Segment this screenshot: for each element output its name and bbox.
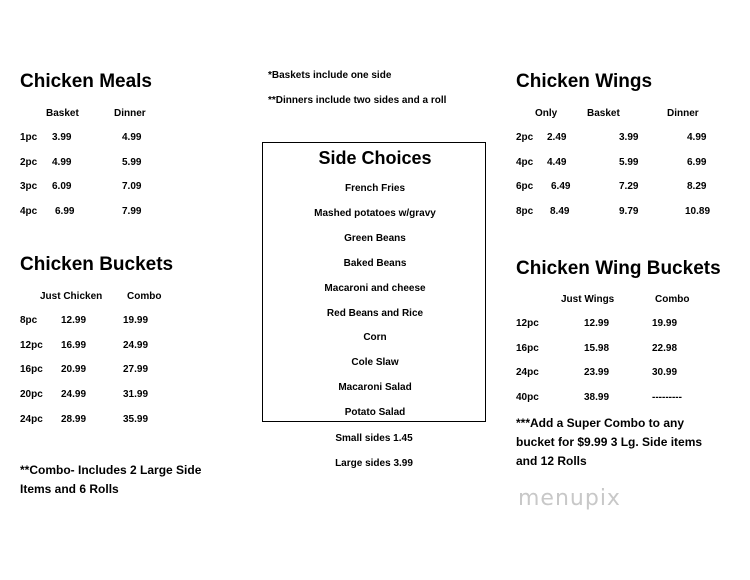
chicken-wings-title: Chicken Wings	[516, 71, 653, 92]
side-item: Potato Salad	[344, 407, 406, 418]
wing-buckets-size: 16pc	[516, 343, 539, 354]
meals-dinner-price: 5.99	[122, 157, 142, 168]
wings-size: 6pc	[516, 181, 534, 192]
wings-row	[500, 181, 740, 195]
combo-note-line: Items and 6 Rolls	[20, 482, 119, 496]
meals-size: 2pc	[20, 157, 38, 168]
meals-dinner-price: 7.99	[122, 206, 142, 217]
buckets-size: 16pc	[20, 364, 43, 375]
side-choices-title: Side Choices	[318, 148, 432, 168]
meals-basket-price: 4.99	[52, 157, 72, 168]
side-item: Baked Beans	[343, 258, 407, 269]
combo-note	[20, 461, 260, 499]
chicken-buckets-title: Chicken Buckets	[20, 254, 174, 275]
wings-size: 2pc	[516, 132, 534, 143]
wings-dinner-price: 6.99	[687, 157, 707, 168]
buckets-row	[0, 315, 200, 329]
buckets-combo-price: 24.99	[123, 340, 149, 351]
dinners-note: **Dinners include two sides and a roll	[268, 95, 447, 106]
buckets-row	[0, 414, 200, 428]
meals-size: 1pc	[20, 132, 38, 143]
wing-buckets-combo-price: 19.99	[652, 318, 678, 329]
wing-buckets-row	[500, 367, 740, 381]
meals-basket-price: 6.99	[55, 206, 75, 217]
combo-note-line: **Combo- Includes 2 Large Side	[20, 463, 202, 477]
wing-buckets-just-price: 38.99	[584, 392, 610, 403]
side-item: Macaroni and cheese	[324, 283, 426, 294]
side-item: Cole Slaw	[351, 357, 399, 368]
wings-row	[500, 132, 740, 146]
large-sides-price: Large sides 3.99	[335, 458, 413, 469]
wings-basket-price: 5.99	[619, 157, 639, 168]
buckets-header-just-chicken: Just Chicken	[40, 291, 103, 302]
wings-header-dinner: Dinner	[667, 108, 699, 119]
wings-only-price: 6.49	[551, 181, 571, 192]
wing-buckets-just-price: 15.98	[584, 343, 610, 354]
side-item: Green Beans	[344, 233, 406, 244]
meals-size: 3pc	[20, 181, 38, 192]
buckets-row	[0, 340, 200, 354]
side-item: Mashed potatoes w/gravy	[314, 208, 436, 219]
buckets-size: 8pc	[20, 315, 38, 326]
menupix-watermark: menupix	[518, 486, 621, 511]
wing-buckets-size: 12pc	[516, 318, 539, 329]
meals-basket-price: 6.09	[52, 181, 72, 192]
side-choices-box	[262, 142, 486, 422]
wings-size: 8pc	[516, 206, 534, 217]
wings-size: 4pc	[516, 157, 534, 168]
meals-basket-price: 3.99	[52, 132, 72, 143]
wings-row	[500, 157, 740, 171]
wing-buckets-title: Chicken Wing Buckets	[516, 258, 721, 279]
wings-header-basket: Basket	[587, 108, 620, 119]
meals-dinner-price: 4.99	[122, 132, 142, 143]
wings-basket-price: 9.79	[619, 206, 639, 217]
meals-row	[0, 181, 200, 195]
wings-dinner-price: 8.29	[687, 181, 707, 192]
buckets-row	[0, 389, 200, 403]
buckets-size: 12pc	[20, 340, 43, 351]
wing-buckets-just-price: 12.99	[584, 318, 610, 329]
buckets-size: 20pc	[20, 389, 43, 400]
meals-header-dinner: Dinner	[114, 108, 146, 119]
super-combo-line: bucket for $9.99 3 Lg. Side items	[516, 435, 703, 449]
buckets-combo-price: 27.99	[123, 364, 149, 375]
wings-header-only: Only	[535, 108, 558, 119]
meals-row	[0, 132, 200, 146]
wing-buckets-row	[500, 343, 740, 357]
buckets-combo-price: 31.99	[123, 389, 149, 400]
wings-basket-price: 7.29	[619, 181, 639, 192]
buckets-row	[0, 364, 200, 378]
buckets-just-price: 28.99	[61, 414, 87, 425]
buckets-combo-price: 35.99	[123, 414, 149, 425]
wing-buckets-combo-price: 30.99	[652, 367, 678, 378]
buckets-just-price: 24.99	[61, 389, 87, 400]
buckets-size: 24pc	[20, 414, 43, 425]
wings-only-price: 8.49	[550, 206, 570, 217]
meals-size: 4pc	[20, 206, 38, 217]
wings-dinner-price: 4.99	[687, 132, 707, 143]
wings-basket-price: 3.99	[619, 132, 639, 143]
buckets-header-combo: Combo	[127, 291, 162, 302]
super-combo-line: and 12 Rolls	[516, 454, 587, 468]
side-item: French Fries	[344, 183, 406, 194]
meals-row	[0, 206, 200, 220]
wings-only-price: 4.49	[547, 157, 567, 168]
baskets-note: *Baskets include one side	[268, 70, 392, 81]
buckets-just-price: 20.99	[61, 364, 87, 375]
wing-buckets-row	[500, 392, 740, 406]
meals-row	[0, 157, 200, 171]
wings-only-price: 2.49	[547, 132, 567, 143]
meals-dinner-price: 7.09	[122, 181, 142, 192]
wing-buckets-combo-price: ---------	[652, 392, 682, 403]
buckets-combo-price: 19.99	[123, 315, 149, 326]
wing-buckets-row	[500, 318, 740, 332]
super-combo-note	[516, 414, 746, 471]
wing-buckets-size: 24pc	[516, 367, 539, 378]
side-item: Red Beans and Rice	[326, 308, 424, 319]
buckets-just-price: 12.99	[61, 315, 87, 326]
wings-row	[500, 206, 740, 220]
wing-buckets-just-price: 23.99	[584, 367, 610, 378]
chicken-meals-title: Chicken Meals	[20, 71, 152, 92]
meals-header-basket: Basket	[46, 108, 79, 119]
side-item: Macaroni Salad	[338, 382, 412, 393]
wing-buckets-header-combo: Combo	[655, 294, 690, 305]
wings-dinner-price: 10.89	[685, 206, 711, 217]
wing-buckets-combo-price: 22.98	[652, 343, 678, 354]
wing-buckets-size: 40pc	[516, 392, 539, 403]
buckets-just-price: 16.99	[61, 340, 87, 351]
small-sides-price: Small sides 1.45	[335, 433, 413, 444]
super-combo-line: ***Add a Super Combo to any	[516, 416, 685, 430]
side-item: Corn	[363, 332, 387, 343]
wing-buckets-header-just-wings: Just Wings	[561, 294, 615, 305]
